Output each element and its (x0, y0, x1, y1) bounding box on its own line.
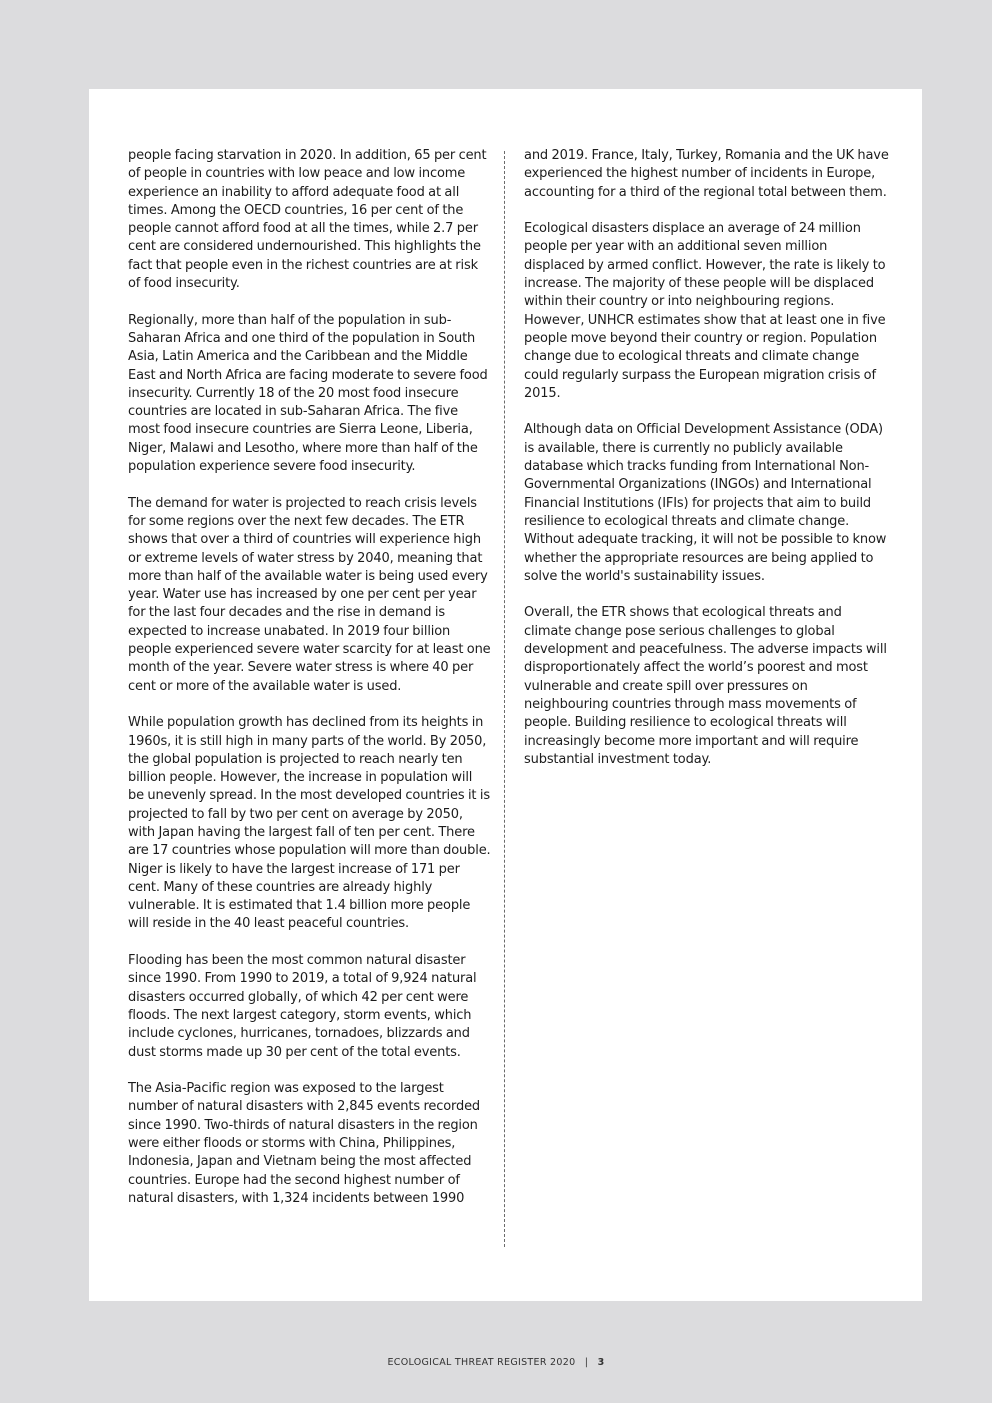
paragraph: Although data on Official Development Assistance (ODA) is available, there is currently no publicly available database which tracks funding from International Non-Governmental Organizations (INGOs) and International Financial Institutions (IFIs) for projects that aim to build resilience to ecological threats and climate change. Without adequate tracking, it will not be possible to know whether the appropriate resources are being applied to solve the world's sustainability issues. (524, 422, 887, 584)
paragraph: The Asia-Pacific region was exposed to the largest number of natural disasters with 2,845 events recorded since 1990. Two-thirds of natural disasters in the region were either floods or storms with China, Philippines, Indonesia, Japan and Vietnam being the most affected countries. Europe had the second highest number of natural disasters, with 1,324 incidents between 1990 (128, 1081, 481, 1206)
column-divider (504, 151, 505, 1247)
page-number: 3 (597, 1357, 605, 1368)
left-column (128, 147, 491, 1227)
paragraph: The demand for water is projected to reach crisis levels for some regions over the next few decades. The ETR shows that over a third of countries will experience high or extreme levels of water stress by 2040, meaning that more than half of the available water is being used every year. Water use has increased by one per cent per year for the last four decades and the rise in demand is expected to increase unabated. In 2019 four billion people experienced severe water scarcity for at least one month of the year. Severe water stress is where 40 per cent or more of the available water is used. (128, 495, 491, 694)
paragraph: Overall, the ETR shows that ecological threats and climate change pose serious challenges to global development and peacefulness. The adverse impacts will disproportionately affect the world’s poorest and most vulnerable and create spill over pressures on neighbouring countries through mass movements of people. Building resilience to ecological threats will increasingly become more important and will require substantial investment today. (524, 605, 887, 767)
paragraph: Regionally, more than half of the population in sub-Saharan Africa and one third of the population in South Asia, Latin America and the Caribbean and the Middle East and North Africa are facing moderate to severe food insecurity. Currently 18 of the 20 most food insecure countries are located in sub-Saharan Africa. The five most food insecure countries are Sierra Leone, Liberia, Niger, Malawi and Lesotho, where more than half of the population experience severe food insecurity. (128, 312, 488, 475)
paragraph: While population growth has declined from its heights in 1960s, it is still high in many parts of the world. By 2050, the global population is projected to reach nearly ten billion people. However, the increase in population will be unevenly spread. In the most developed countries it is projected to fall by two per cent on average by 2050, with Japan having the largest fall of ten per cent. There are 17 countries whose population will more than double. Niger is likely to have the largest increase of 171 per cent. Many of these countries are already highly vulnerable. It is estimated that 1.4 billion more people will reside in the 40 least peaceful countries. (128, 715, 491, 932)
paragraph: and 2019. France, Italy, Turkey, Romania and the UK have experienced the highest number of incidents in Europe, accounting for a third of the regional total between them. (524, 148, 889, 200)
paragraph: Ecological disasters displace an average of 24 million people per year with an additional seven million displaced by armed conflict. However, the rate is likely to increase. The majority of these people will be displaced within their country or into neighbouring regions. However, UNHCR estimates show that at least one in five people move beyond their country or region. Population change due to ecological threats and climate change could regularly surpass the European migration crisis of 2015. (524, 221, 886, 401)
footer-title: ECOLOGICAL THREAT REGISTER 2020 (387, 1357, 576, 1368)
page-footer (0, 1357, 992, 1368)
paragraph: Flooding has been the most common natural disaster since 1990. From 1990 to 2019, a total of 9,924 natural disasters occurred globally, of which 42 per cent were floods. The next largest category, storm events, which include cyclones, hurricanes, tornadoes, blizzards and dust storms made up 30 per cent of the total events. (128, 953, 477, 1060)
page-card (89, 89, 922, 1301)
paragraph: people facing starvation in 2020. In addition, 65 per cent of people in countries with low peace and low income experience an inability to afford adequate food at all times. Among the OECD countries, 16 per cent of the people cannot afford food at all the times, while 2.7 per cent are considered undernourished. This highlights the fact that people even in the richest countries are at risk of food insecurity. (128, 148, 487, 292)
footer-separator: | (584, 1357, 589, 1368)
right-column (524, 147, 890, 787)
